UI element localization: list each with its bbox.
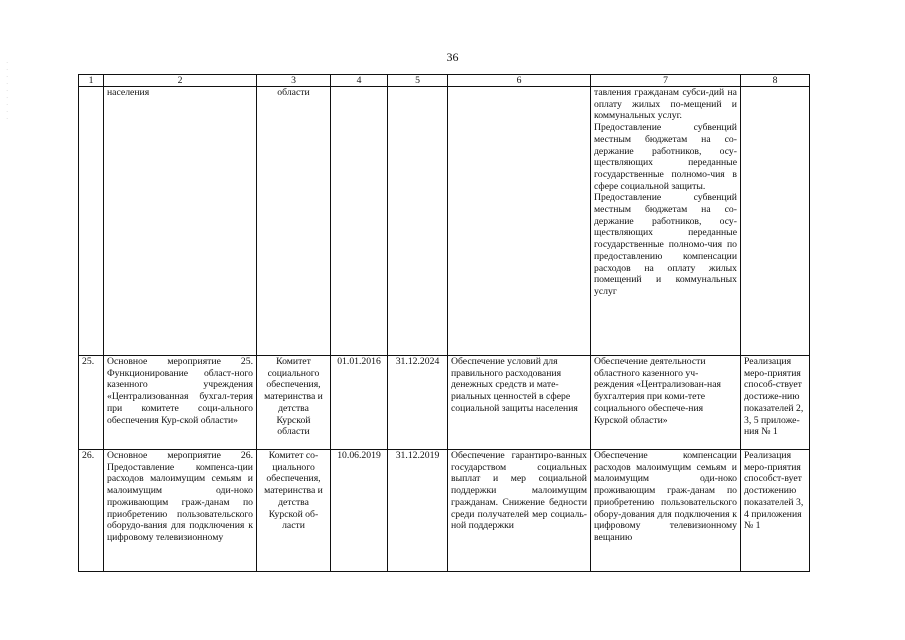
end-date-cell: 31.12.2024 — [388, 356, 448, 450]
measure-name-cell: Основное мероприятие 26. Предоставление компенса-ции расходов малоимущим семьям и малоимущим оди-ноко проживающим граж-данам по приобретению пользовательского оборудо-вания для подключения к цифровому телевизионному — [104, 450, 257, 572]
header-cell: 7 — [591, 75, 741, 87]
direction-paragraph: Предоставление субвенций местным бюджетам на со-держание работников, осу-ществляющих переданные государственные полномо-чия в сфере социальной защиты. — [594, 122, 737, 192]
main-directions-cell: Обеспечение компенсации расходов малоимущим семьям и малоимущим оди-ноко проживающим граж-данам по приобретению пользовательского обору-дования для подключения к цифровому телевизионному вещанию — [591, 450, 741, 572]
table-row-26 — [79, 450, 810, 572]
expected-result-cell: Обеспечение условий для правильного расходования денежных средств и мате-риальных ценностей в сфере социальной защиты населения — [448, 356, 591, 450]
indicator-link-cell: Реализация меро-приятия способ-ствует достиже-нию показателей 2, 3, 5 приложе-ния № 1 — [741, 356, 810, 450]
header-cell: 2 — [104, 75, 257, 87]
responsible-cell: Комитет со-циального обеспечения, материнства и детства Курской об-ласти — [257, 450, 331, 572]
main-directions-cell: Обеспечение деятельности областного казенного уч-реждения «Централизован-ная бухгалтерия при коми-тете социального обеспече-ния Курской области» — [591, 356, 741, 450]
expected-result-cell — [448, 87, 591, 356]
table-row-25 — [79, 356, 810, 450]
indicator-link-cell: Реализация меро-приятия способст-вует достижению показателей 3, 4 приложения № 1 — [741, 450, 810, 572]
end-date-cell — [388, 87, 448, 356]
measure-name-cell: населения — [104, 87, 257, 356]
start-date-cell — [331, 87, 388, 356]
row-number-cell: 25. — [79, 356, 104, 450]
table-header-row — [79, 75, 810, 87]
page-number: 36 — [446, 50, 459, 64]
start-date-cell: 01.01.2016 — [331, 356, 388, 450]
direction-paragraph: тавления гражданам субси-дий на оплату жилых по-мещений и коммунальных услуг. — [594, 87, 737, 122]
measures-table — [78, 74, 810, 572]
responsible-cell: области — [257, 87, 331, 356]
end-date-cell: 31.12.2019 — [388, 450, 448, 572]
header-cell: 6 — [448, 75, 591, 87]
header-cell: 4 — [331, 75, 388, 87]
responsible-cell: Комитет социального обеспечения, материнства и детства Курской области — [257, 356, 331, 450]
row-number-cell — [79, 87, 104, 356]
header-cell: 1 — [79, 75, 104, 87]
binding-margin-marks: · · · · · · · · · — [6, 59, 9, 123]
main-directions-cell — [591, 87, 741, 356]
row-number-cell: 26. — [79, 450, 104, 572]
expected-result-cell: Обеспечение гарантиро-ванных государством социальных выплат и мер социальной поддержки малоимущим гражданам. Снижение бедности среди получателей мер социаль-ной поддержки — [448, 450, 591, 572]
table-row-continued — [79, 87, 810, 356]
start-date-cell: 10.06.2019 — [331, 450, 388, 572]
indicator-link-cell — [741, 87, 810, 356]
direction-paragraph: Предоставление субвенций местным бюджетам на со-держание работников, осу-ществляющих переданные государственные полномо-чия по предоставлению компенсации расходов на оплату жилых помещений и коммунальных услуг — [594, 192, 737, 297]
header-cell: 5 — [388, 75, 448, 87]
header-cell: 3 — [257, 75, 331, 87]
measure-name-cell: Основное мероприятие 25. Функционирование област-ного казенного учреждения «Централизованная бухгал-терия при комитете соци-ального обеспечения Кур-ской области» — [104, 356, 257, 450]
header-cell: 8 — [741, 75, 810, 87]
